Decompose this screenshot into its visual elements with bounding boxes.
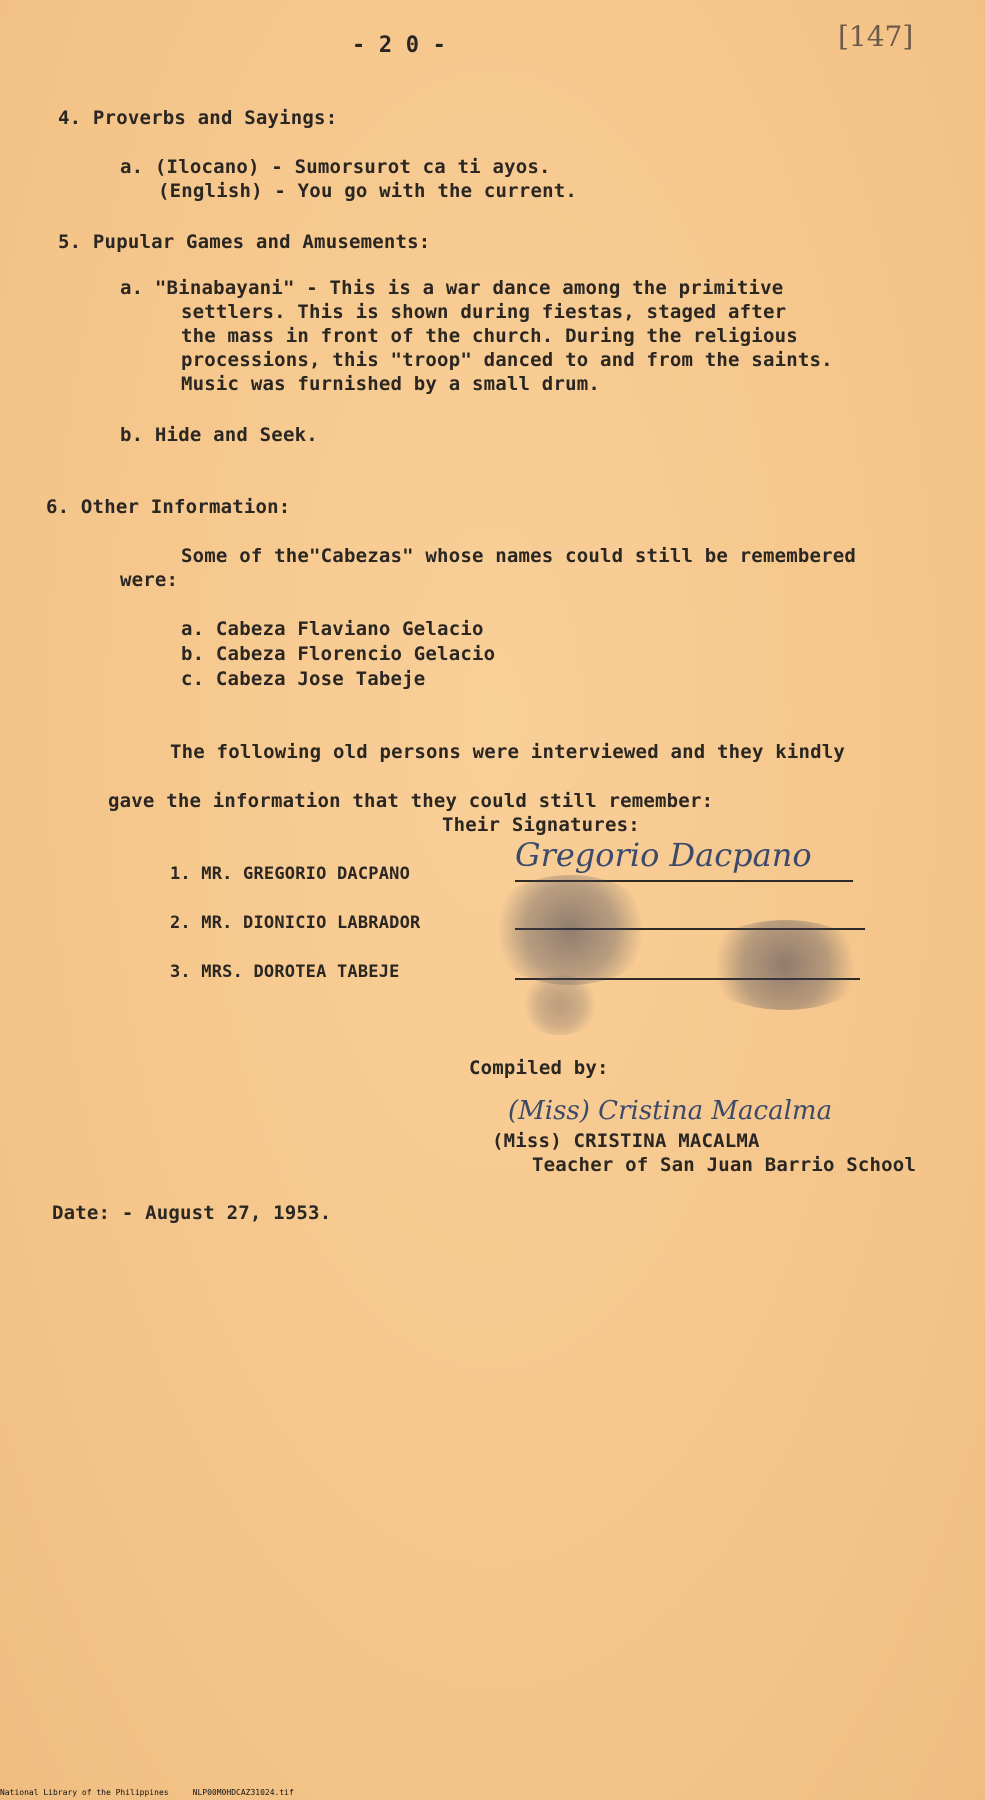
thumbprint-smudge bbox=[520, 975, 600, 1035]
game-a-line-2: settlers. This is shown during fiestas, staged after bbox=[181, 301, 787, 323]
page-number: - 2 0 - bbox=[352, 33, 447, 58]
game-b: b. Hide and Seek. bbox=[120, 424, 318, 446]
signature-macalma: (Miss) Cristina Macalma bbox=[508, 1096, 833, 1126]
thumbprint-labrador bbox=[485, 875, 655, 985]
person-1: 1. MR. GREGORIO DACPANO bbox=[170, 864, 411, 884]
compiled-label: Compiled by: bbox=[469, 1057, 609, 1079]
signature-dacpano: Gregorio Dacpano bbox=[515, 836, 812, 874]
cabeza-c: c. Cabeza Jose Tabeje bbox=[181, 668, 426, 690]
person-3: 3. MRS. DOROTEA TABEJE bbox=[170, 962, 400, 982]
game-a-line-1: a. "Binabayani" - This is a war dance among the primitive bbox=[120, 277, 784, 299]
archive-number: [147] bbox=[838, 20, 914, 53]
section-4-heading: 4. Proverbs and Sayings: bbox=[58, 107, 338, 129]
cabezas-intro-2: were: bbox=[120, 569, 179, 591]
cabeza-a: a. Cabeza Flaviano Gelacio bbox=[181, 618, 484, 640]
compiler-title: Teacher of San Juan Barrio School bbox=[532, 1154, 917, 1176]
interview-line-1: The following old persons were interviewed and they kindly bbox=[170, 741, 846, 763]
date: Date: - August 27, 1953. bbox=[52, 1202, 332, 1224]
interview-line-2: gave the information that they could still remember: bbox=[108, 790, 714, 812]
thumbprint-tabeje bbox=[700, 920, 870, 1010]
archive-footer: National Library of the Philippines NLP00M0HDCAZ31024.tif bbox=[0, 1788, 294, 1797]
signatures-label: Their Signatures: bbox=[442, 814, 640, 836]
game-a-line-4: processions, this "troop" danced to and from the saints. bbox=[181, 349, 833, 371]
section-5-heading: 5. Pupular Games and Amusements: bbox=[58, 231, 431, 253]
person-2: 2. MR. DIONICIO LABRADOR bbox=[170, 913, 421, 933]
cabeza-b: b. Cabeza Florencio Gelacio bbox=[181, 643, 496, 665]
compiler-name: (Miss) CRISTINA MACALMA bbox=[492, 1130, 760, 1152]
cabezas-intro-1: Some of the"Cabezas" whose names could still be remembered bbox=[181, 545, 857, 567]
section-6-heading: 6. Other Information: bbox=[46, 496, 291, 518]
game-a-line-5: Music was furnished by a small drum. bbox=[181, 373, 601, 395]
proverb-english: (English) - You go with the current. bbox=[158, 180, 578, 202]
game-a-line-3: the mass in front of the church. During the religious bbox=[181, 325, 798, 347]
proverb-ilocano: a. (Ilocano) - Sumorsurot ca ti ayos. bbox=[120, 156, 551, 178]
